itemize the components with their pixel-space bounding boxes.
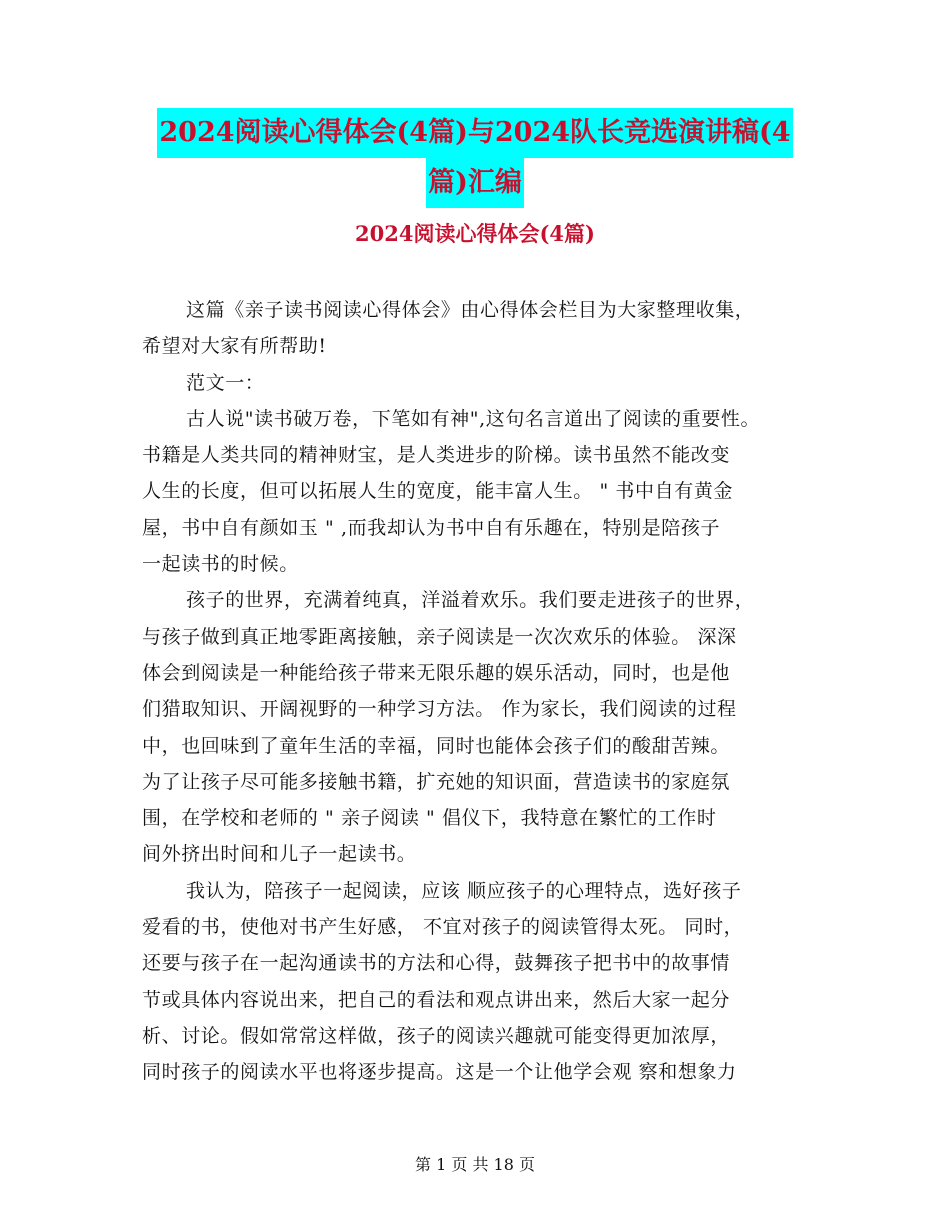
text-line: 爱看的书，使他对书产生好感， 不宜对孩子的阅读管得太死。 同时， [142, 916, 744, 939]
text-line: 希望对大家有所帮助! [142, 335, 327, 358]
body-text [142, 292, 832, 1091]
text-line: 们猎取知识、开阔视野的一种学习方法。 作为家长，我们阅读的过程 [142, 698, 737, 721]
page-footer: 第 1 页 共 18 页 [415, 1155, 535, 1174]
text-line: 书籍是人类共同的精神财宝，是人类进步的阶梯。读书虽然不能改变 [142, 444, 731, 467]
text-line: 同时孩子的阅读水平也将逐步提高。这是一个让他学会观 察和想象力 [142, 1061, 737, 1084]
text-line: 间外挤出时间和儿子一起读书。 [142, 843, 417, 866]
text-line: 围，在学校和老师的 " 亲子阅读 " 倡仪下，我特意在繁忙的工作时 [142, 807, 717, 830]
text-line: 中，也回味到了童年生活的幸福，同时也能体会孩子们的酸甜苦辣。 [142, 734, 731, 757]
text-line: 古人说"读书破万卷，下笔如有神",这句名言道出了阅读的重要性。 [186, 407, 761, 430]
text-line: 节或具体内容说出来，把自己的看法和观点讲出来，然后大家一起分 [142, 988, 731, 1011]
text-line: 孩子的世界，充满着纯真，洋溢着欢乐。我们要走进孩子的世界， [186, 589, 755, 612]
title-line-2: 篇)汇编 [426, 158, 524, 208]
text-line: 范文一： [186, 371, 265, 394]
text-line: 体会到阅读是一种能给孩子带来无限乐趣的娱乐活动，同时，也是他 [142, 661, 731, 684]
text-line: 屋，书中自有颜如玉 " ,而我却认为书中自有乐趣在，特别是陪孩子 [142, 516, 721, 539]
text-line: 一起读书的时候。 [142, 553, 299, 576]
section-heading: 2024阅读心得体会(4篇) [355, 221, 595, 246]
title-line-1: 2024阅读心得体会(4篇)与2024队长竞选演讲稿(4 [157, 108, 792, 158]
text-line: 我认为，陪孩子一起阅读，应该 顺应孩子的心理特点，选好孩子 [186, 879, 742, 902]
text-line: 这篇《亲子读书阅读心得体会》由心得体会栏目为大家整理收集， [186, 299, 755, 321]
document-title [0, 108, 950, 208]
text-line: 为了让孩子尽可能多接触书籍，扩充她的知识面，营造读书的家庭氛 [142, 770, 731, 793]
text-line: 析、讨论。假如常常这样做，孩子的阅读兴趣就可能变得更加浓厚， [142, 1024, 731, 1047]
text-line: 还要与孩子在一起沟通读书的方法和心得，鼓舞孩子把书中的故事情 [142, 952, 731, 975]
text-line: 与孩子做到真正地零距离接触，亲子阅读是一次次欢乐的体验。 深深 [142, 625, 737, 648]
text-line: 人生的长度，但可以拓展人生的宽度，能丰富人生。 " 书中自有黄金 [142, 480, 734, 503]
